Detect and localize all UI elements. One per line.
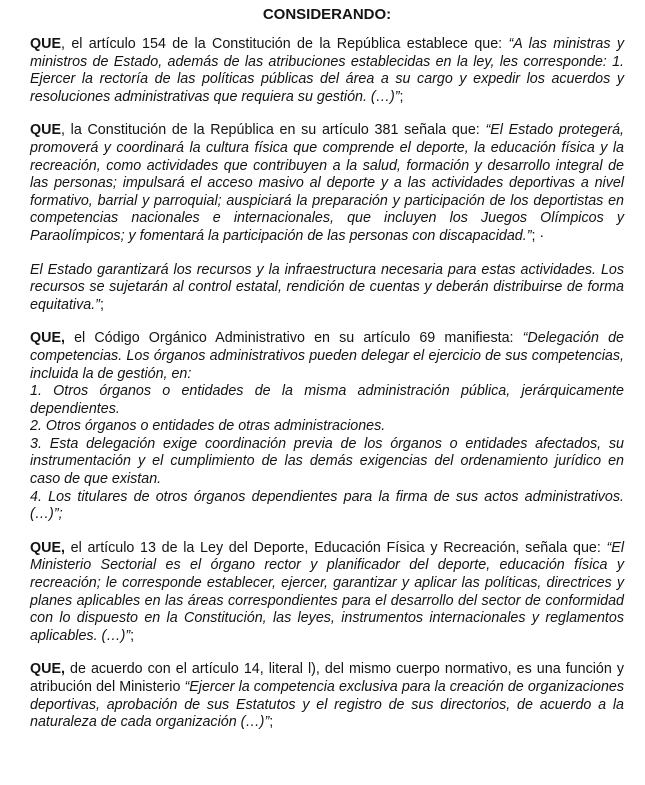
paragraph-state-resources (30, 262, 624, 315)
paragraph-tail: ; (130, 627, 135, 644)
paragraph-lead: QUE, (30, 330, 65, 347)
list-item: 2. Otros órganos o entidades de otras administraciones. (30, 418, 386, 435)
paragraph-lead: QUE, (30, 661, 65, 678)
document-page (30, 6, 624, 748)
paragraph-text: el artículo 13 de la Ley del Deporte, Educación Física y Recreación, señala que: (64, 539, 607, 556)
list-item: 4. Los titulares de otros órganos dependientes para la firma de sus actos administrativos. (…)”; (30, 488, 624, 523)
paragraph-quote: “Delegación de competencias. Los órganos administrativos pueden delegar el ejercicio de sus competencias, incluida la de gestión, en: (30, 330, 624, 382)
paragraph-article-14 (30, 661, 624, 731)
paragraph-tail: ; (99, 296, 104, 313)
paragraph-text: , la Constitución de la República en su artículo 381 señala que: (60, 122, 486, 139)
paragraph-tail: ; · (531, 227, 545, 244)
paragraph-lead: QUE, (30, 539, 65, 556)
paragraph-quote: “Ejercer la competencia exclusiva para la creación de organizaciones deportivas, aprobación de sus Estatutos y el registro de sus directorios, de acuerdo a la naturaleza de cada organización (…)” (30, 679, 624, 731)
paragraph-tail: ; (399, 88, 404, 105)
paragraph-text: , el artículo 154 de la Constitución de la República establece que: (60, 36, 509, 52)
paragraph-article-154 (30, 36, 624, 106)
paragraph-article-381 (30, 122, 624, 245)
paragraph-text: el Código Orgánico Administrativo en su artículo 69 manifiesta: (64, 330, 523, 347)
paragraph-quote: “El Estado protegerá, promoverá y coordinará la cultura física que comprende el deporte, la educación física y la recreación, como actividades que contribuyen a la salud, formación y desarrollo integral de las personas; impulsará el acceso masivo al deporte y a las actividades deportivas a nivel formativo, barrial y parroquial; auspiciará la preparación y participación de los deportistas en competencias nacionales e internacionales, que incluyen los Juegos Olímpicos y Paraolímpicos; y fomentará la participación de las personas con discapacidad.” (30, 122, 624, 244)
paragraph-lead: QUE (30, 36, 61, 52)
paragraph-quote: “A las ministras y ministros de Estado, además de las atribuciones establecidas en la ley, les corresponde: 1. Ejercer la rectoría de las políticas públicas del área a su cargo y expedir los acuerdos y resoluciones administrativas que requiera su gestión. (…)” (30, 36, 624, 105)
paragraph-tail: ; (269, 714, 274, 731)
paragraph-text: de acuerdo con el artículo 14, literal l), del mismo cuerpo normativo, es una función y atribución del Ministerio (30, 661, 624, 695)
paragraph-article-13 (30, 540, 624, 646)
list-item: 1. Otros órganos o entidades de la misma administración pública, jerárquicamente dependientes. (30, 383, 624, 417)
paragraph-quote: “El Ministerio Sectorial es el órgano rector y planificador del deporte, educación física y recreación; le corresponde establecer, ejercer, garantizar y aplicar las políticas, directrices y planes aplicables en las áreas correspondientes para el desarrollo del sector de conformidad con lo dispuesto en la Constitución, las leyes, instrumentos internacionales y reglamentos aplicables. (…)” (30, 539, 624, 644)
paragraph-lead: QUE (30, 122, 61, 139)
paragraph-quote: El Estado garantizará los recursos y la infraestructura necesaria para estas actividades. Los recursos se sujetarán al control estatal, rendición de cuentas y deberán distribuirse de forma equitativa.” (30, 261, 624, 313)
list-item: 3. Esta delegación exige coordinación previa de los órganos o entidades afectados, su instrumentación y el cumplimiento de las demás exigencias del ordenamiento jurídico en caso de que existan. (30, 435, 624, 488)
document-heading: CONSIDERANDO: (262, 6, 392, 23)
paragraph-article-69 (30, 330, 624, 524)
